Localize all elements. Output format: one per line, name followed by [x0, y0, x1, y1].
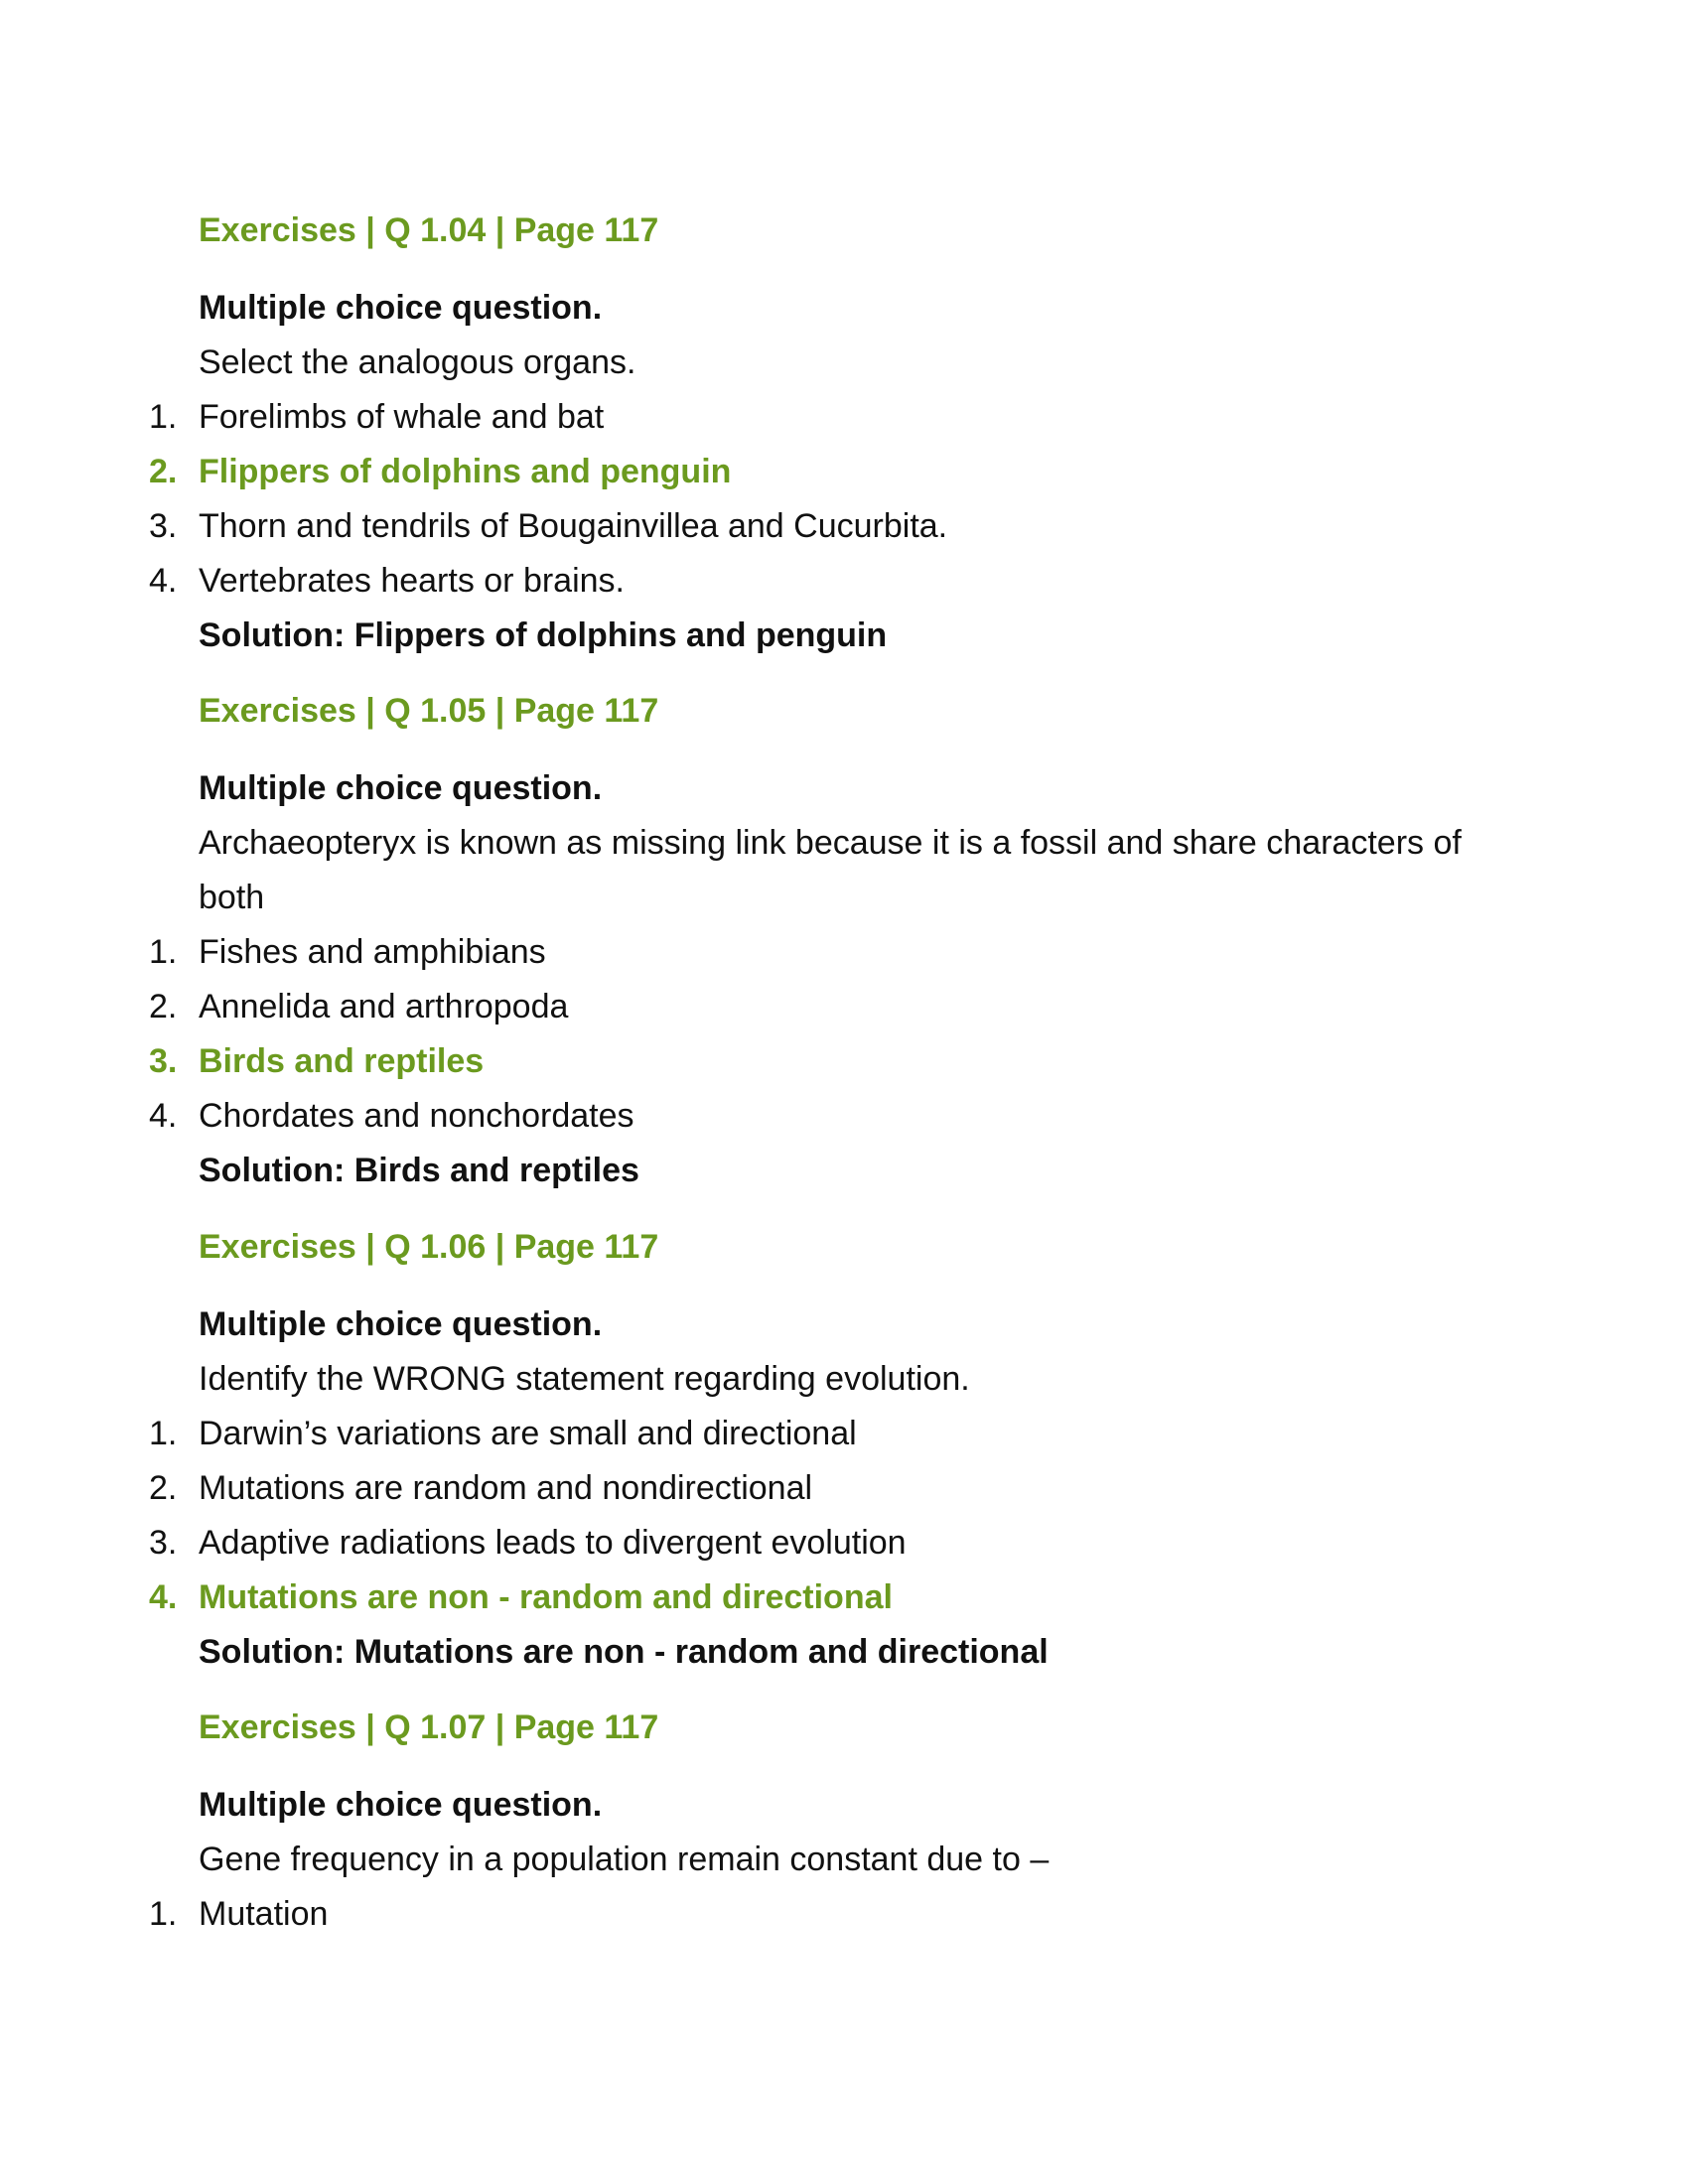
- solution-text: Solution: Mutations are non - random and directional: [199, 1633, 1049, 1671]
- option-item-correct: [149, 1041, 484, 1081]
- option-text: Adaptive radiations leads to divergent evolution: [199, 1524, 907, 1562]
- question-header: Exercises | Q 1.05 | Page 117: [199, 692, 659, 730]
- question-text: both: [199, 879, 265, 916]
- option-item: [149, 1468, 812, 1508]
- option-number: 2.: [149, 988, 178, 1025]
- option-item: [149, 506, 947, 546]
- option-text: Birds and reptiles: [199, 1042, 485, 1080]
- option-number: 1.: [149, 1895, 178, 1933]
- option-text: Forelimbs of whale and bat: [199, 398, 605, 436]
- option-item: [149, 932, 546, 972]
- option-item: [149, 1096, 634, 1136]
- question-header: Exercises | Q 1.06 | Page 117: [199, 1228, 659, 1266]
- option-number: 1.: [149, 1415, 178, 1452]
- question-text: Archaeopteryx is known as missing link because it is a fossil and share characters of: [199, 824, 1462, 862]
- question-text: Identify the WRONG statement regarding evolution.: [199, 1360, 970, 1398]
- option-item: [149, 561, 625, 601]
- option-text: Fishes and amphibians: [199, 933, 546, 971]
- option-text: Mutation: [199, 1895, 329, 1933]
- question-header: Exercises | Q 1.07 | Page 117: [199, 1708, 659, 1746]
- option-text: Mutations are random and nondirectional: [199, 1469, 813, 1507]
- option-text: Vertebrates hearts or brains.: [199, 562, 626, 600]
- option-item: [149, 987, 568, 1026]
- option-item: [149, 1414, 857, 1453]
- option-item: [149, 1523, 907, 1563]
- question-type-label: Multiple choice question.: [199, 769, 603, 807]
- question-type-label: Multiple choice question.: [199, 1786, 603, 1824]
- question-type-label: Multiple choice question.: [199, 289, 603, 327]
- option-number: 3.: [149, 1042, 178, 1080]
- option-text: Annelida and arthropoda: [199, 988, 569, 1025]
- question-text: Select the analogous organs.: [199, 343, 636, 381]
- option-item: [149, 1894, 328, 1934]
- option-text: Darwin’s variations are small and directional: [199, 1415, 857, 1452]
- question-header: Exercises | Q 1.04 | Page 117: [199, 211, 659, 249]
- option-number: 4.: [149, 1578, 178, 1616]
- option-item: [149, 397, 604, 437]
- option-item-correct: [149, 452, 731, 491]
- option-number: 1.: [149, 933, 178, 971]
- option-item-correct: [149, 1577, 893, 1617]
- question-type-label: Multiple choice question.: [199, 1305, 603, 1343]
- option-text: Chordates and nonchordates: [199, 1097, 634, 1135]
- option-number: 2.: [149, 1469, 178, 1507]
- option-number: 4.: [149, 1097, 178, 1135]
- option-number: 2.: [149, 453, 178, 490]
- option-number: 1.: [149, 398, 178, 436]
- option-text: Flippers of dolphins and penguin: [199, 453, 732, 490]
- option-number: 4.: [149, 562, 178, 600]
- question-text: Gene frequency in a population remain constant due to –: [199, 1841, 1050, 1878]
- solution-text: Solution: Birds and reptiles: [199, 1152, 639, 1189]
- option-number: 3.: [149, 1524, 178, 1562]
- solution-text: Solution: Flippers of dolphins and penguin: [199, 616, 888, 654]
- option-number: 3.: [149, 507, 178, 545]
- option-text: Mutations are non - random and directional: [199, 1578, 893, 1616]
- option-text: Thorn and tendrils of Bougainvillea and Cucurbita.: [199, 507, 948, 545]
